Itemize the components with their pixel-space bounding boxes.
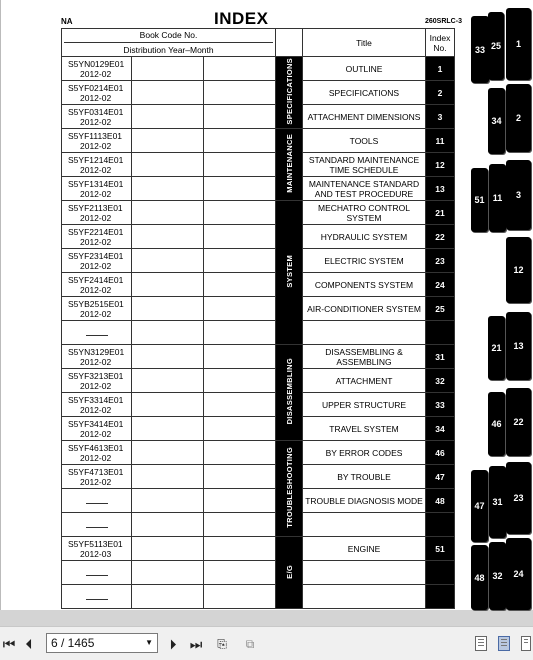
section-label-cell [276,129,303,201]
revision-cell-c [204,465,276,489]
index-tab[interactable]: 21 [488,316,505,380]
dropdown-arrow-icon: ▼ [145,638,153,647]
copy-icon[interactable]: ⧉ [245,637,255,651]
index-number[interactable]: 31 [426,345,455,369]
title-header: Title [303,29,426,57]
index-number[interactable]: 11 [426,129,455,153]
revision-cell-b [132,129,204,153]
revision-cell-b [132,225,204,249]
book-code: S5YB2515E01 [68,298,124,309]
revision-cell-b [132,561,204,585]
revision-cell-c [204,537,276,561]
table-row [62,537,455,561]
section-label-cell [276,537,303,609]
chapter-title[interactable]: SPECIFICATIONS [303,81,426,105]
table-row [62,153,455,177]
index-number[interactable]: 3 [426,105,455,129]
index-tab[interactable]: 32 [489,542,506,610]
index-number[interactable]: 13 [426,177,455,201]
book-code-cell [62,153,132,177]
revision-cell-b [132,537,204,561]
table-row [62,393,455,417]
chapter-title[interactable]: OUTLINE [303,57,426,81]
distribution-date: 2012-02 [80,308,112,319]
book-code-cell [62,393,132,417]
index-number[interactable]: 25 [426,297,455,321]
index-tab[interactable]: 34 [488,88,505,154]
table-row [62,249,455,273]
book-code: S5YF4713E01 [68,466,124,477]
revision-cell-b [132,153,204,177]
table-row [62,441,455,465]
model-code: 260SRLC-3 [425,18,462,25]
table-row [62,81,455,105]
revision-cell-c [204,345,276,369]
revision-cell-b [132,369,204,393]
index-tab[interactable]: 24 [506,538,531,610]
index-tab[interactable]: 46 [488,392,505,456]
section-label-cell [276,345,303,441]
distribution-date: 2012-02 [80,92,112,103]
distribution-date: 2012-02 [80,68,112,79]
book-code: S5YN0129E01 [68,58,125,69]
book-code-cell [62,129,132,153]
distribution-date: 2012-02 [80,140,112,151]
table-row [62,417,455,441]
table-row [62,561,455,585]
table-row [62,297,455,321]
table-row [62,489,455,513]
chapter-title[interactable]: HYDRAULIC SYSTEM [303,225,426,249]
book-code-cell [62,297,132,321]
index-tab[interactable]: 48 [471,545,488,610]
revision-cell-c [204,81,276,105]
table-row [62,129,455,153]
distribution-date: 2012-02 [80,404,112,415]
book-code-cell [62,201,132,225]
revision-cell-b [132,393,204,417]
index-number[interactable]: 22 [426,225,455,249]
section-header [276,29,303,57]
index-number [426,513,455,537]
book-code: S5YF2214E01 [68,226,124,237]
distribution-date: 2012-02 [80,116,112,127]
table-row [62,177,455,201]
revision-cell-c [204,129,276,153]
table-row [62,585,455,609]
distribution-date: 2012-02 [80,164,112,175]
book-code-cell [62,57,132,81]
revision-cell-c [204,585,276,609]
page-number-value: 6 / 1465 [51,636,95,650]
chapter-title[interactable]: COMPONENTS SYSTEM [303,273,426,297]
section-label-cell [276,57,303,129]
distribution-date: 2012-02 [80,380,112,391]
book-code-cell [62,273,132,297]
dash-mark [86,575,108,576]
chapter-title[interactable]: AIR-CONDITIONER SYSTEM [303,297,426,321]
revision-cell-b [132,273,204,297]
book-code: S5YF1214E01 [68,154,124,165]
two-page-icon[interactable] [498,636,510,651]
revision-cell-b [132,81,204,105]
table-row [62,465,455,489]
index-table [61,28,455,609]
index-number [426,585,455,609]
revision-cell-b [132,297,204,321]
chapter-title [303,561,426,585]
table-row [62,57,455,81]
book-code-header [62,29,276,57]
section-label: E/G [284,564,294,579]
index-tab[interactable]: 2 [506,84,531,152]
chapter-title[interactable]: ENGINE [303,537,426,561]
index-number[interactable]: 2 [426,81,455,105]
revision-cell-b [132,321,204,345]
book-code-cell [62,81,132,105]
revision-cell-c [204,489,276,513]
chapter-title[interactable]: MAINTENANCE STANDARD AND TEST PROCEDURE [303,177,426,201]
index-number[interactable]: 46 [426,441,455,465]
table-row [62,105,455,129]
revision-cell-c [204,153,276,177]
revision-cell-b [132,57,204,81]
index-tab[interactable]: 25 [488,12,504,80]
index-number[interactable]: 51 [426,537,455,561]
section-label-cell [276,201,303,345]
index-tab[interactable]: 1 [506,8,531,80]
index-number[interactable]: 47 [426,465,455,489]
book-code: S5YF5113E01 [68,538,123,549]
index-number [426,321,455,345]
book-code: S5YF0214E01 [68,82,124,93]
empty-code-cell [62,321,132,345]
distribution-date: 2012-02 [80,236,112,247]
book-code-cell [62,105,132,129]
revision-cell-c [204,273,276,297]
book-code-cell [62,417,132,441]
index-number [426,561,455,585]
revision-cell-c [204,297,276,321]
section-label-cell [276,441,303,537]
revision-cell-b [132,105,204,129]
dash-mark [86,335,108,336]
empty-code-cell [62,585,132,609]
section-label: SPECIFICATIONS [284,58,294,125]
index-tab[interactable]: 33 [471,16,489,83]
viewer-toolbar [0,626,533,660]
index-number[interactable]: 21 [426,201,455,225]
distribution-date: 2012-03 [80,548,112,559]
book-code-cell [62,249,132,273]
revision-cell-b [132,345,204,369]
book-code: S5YF2414E01 [68,274,124,285]
table-row [62,201,455,225]
last-page-icon[interactable]: ⏭ [189,636,203,652]
book-code-cell [62,177,132,201]
chapter-title[interactable]: UPPER STRUCTURE [303,393,426,417]
index-number[interactable]: 33 [426,393,455,417]
revision-cell-c [204,417,276,441]
book-code: S5YF2113E01 [68,202,123,213]
revision-cell-b [132,585,204,609]
section-label: SYSTEM [284,255,294,288]
chapter-title[interactable]: BY TROUBLE [303,465,426,489]
continuous-icon[interactable] [521,636,531,651]
index-tab[interactable]: 11 [489,164,506,232]
revision-cell-c [204,441,276,465]
page-number-select[interactable] [46,633,158,653]
distribution-date: 2012-02 [80,212,112,223]
table-row [62,513,455,537]
single-page-icon[interactable] [475,636,487,651]
book-code: S5YF3414E01 [68,418,124,429]
index-tab[interactable]: 12 [506,237,531,303]
previous-page-icon[interactable]: ⏴ [25,636,33,652]
revision-cell-c [204,321,276,345]
book-code: S5YN3129E01 [68,346,125,357]
dash-mark [86,527,108,528]
chapter-title[interactable]: TRAVEL SYSTEM [303,417,426,441]
index-tab[interactable]: 51 [471,168,488,232]
revision-cell-c [204,513,276,537]
revision-cell-b [132,249,204,273]
chapter-title[interactable]: TOOLS [303,129,426,153]
empty-code-cell [62,489,132,513]
index-tab[interactable]: 47 [471,470,488,542]
index-number[interactable]: 1 [426,57,455,81]
distribution-date: 2012-02 [80,476,112,487]
section-label: TROUBLESHOOTING [284,447,294,528]
index-tab[interactable]: 13 [506,312,531,380]
export-icon[interactable]: ⎘ [217,637,227,651]
index-tab[interactable]: 23 [506,462,531,534]
chapter-title[interactable]: ATTACHMENT [303,369,426,393]
section-label: DISASSEMBLING [284,358,294,425]
book-code-cell [62,369,132,393]
dash-mark [86,503,108,504]
book-code-cell [62,441,132,465]
table-row [62,345,455,369]
revision-cell-c [204,57,276,81]
empty-code-cell [62,561,132,585]
index-number[interactable]: 34 [426,417,455,441]
chapter-title[interactable]: ELECTRIC SYSTEM [303,249,426,273]
section-label: MAINTENANCE [284,134,294,193]
distribution-date: 2012-02 [80,428,112,439]
next-page-icon[interactable]: ⏵ [169,636,177,652]
distribution-date: 2012-02 [80,260,112,271]
index-number[interactable]: 24 [426,273,455,297]
book-code: S5YF0314E01 [68,106,124,117]
index-label: Index [429,32,451,43]
distribution-date: 2012-02 [80,188,112,199]
table-row [62,369,455,393]
index-number[interactable]: 48 [426,489,455,513]
chapter-title[interactable]: MECHATRO CONTROL SYSTEM [303,201,426,225]
chapter-title [303,513,426,537]
page-title: INDEX [214,9,269,28]
book-code: S5YF1113E01 [68,130,123,141]
book-code-label: Book Code No. [64,30,273,43]
no-label: No. [433,42,447,53]
distribution-date: 2012-02 [80,452,112,463]
revision-cell-b [132,441,204,465]
chapter-title[interactable]: TROUBLE DIAGNOSIS MODE [303,489,426,513]
book-code: S5YF3314E01 [68,394,124,405]
revision-cell-c [204,105,276,129]
book-code-cell [62,537,132,561]
index-number[interactable]: 23 [426,249,455,273]
table-row [62,321,455,345]
revision-cell-b [132,513,204,537]
index-tab[interactable]: 31 [489,466,506,538]
revision-cell-b [132,489,204,513]
index-no-header [426,29,455,57]
revision-cell-c [204,249,276,273]
index-tabs [468,0,533,610]
table-row [62,273,455,297]
region-label: NA [61,17,73,26]
revision-cell-c [204,177,276,201]
index-number[interactable]: 12 [426,153,455,177]
empty-code-cell [62,513,132,537]
chapter-title[interactable]: DISASSEMBLING & ASSEMBLING [303,345,426,369]
revision-cell-c [204,201,276,225]
chapter-title [303,585,426,609]
chapter-title[interactable]: ATTACHMENT DIMENSIONS [303,105,426,129]
index-number[interactable]: 32 [426,369,455,393]
chapter-title[interactable]: BY ERROR CODES [303,441,426,465]
distribution-date: 2012-02 [80,284,112,295]
distribution-label: Distribution Year–Month [123,45,214,55]
book-code: S5YF1314E01 [68,178,124,189]
distribution-date: 2012-02 [80,356,112,367]
chapter-title[interactable]: STANDARD MAINTENANCE TIME SCHEDULE [303,153,426,177]
book-code: S5YF2314E01 [68,250,124,261]
revision-cell-b [132,465,204,489]
index-tab[interactable]: 22 [506,388,531,456]
revision-cell-c [204,225,276,249]
revision-cell-b [132,201,204,225]
book-code-cell [62,345,132,369]
first-page-icon[interactable]: ⏮ [2,636,16,652]
book-code-cell [62,465,132,489]
revision-cell-b [132,417,204,441]
table-row [62,225,455,249]
revision-cell-b [132,177,204,201]
index-rows [62,57,455,609]
revision-cell-c [204,561,276,585]
revision-cell-c [204,393,276,417]
index-tab[interactable]: 3 [506,160,531,230]
dash-mark [86,599,108,600]
book-code: S5YF3213E01 [68,370,124,381]
book-code-cell [62,225,132,249]
chapter-title [303,321,426,345]
book-code: S5YF4613E01 [68,442,124,453]
revision-cell-c [204,369,276,393]
